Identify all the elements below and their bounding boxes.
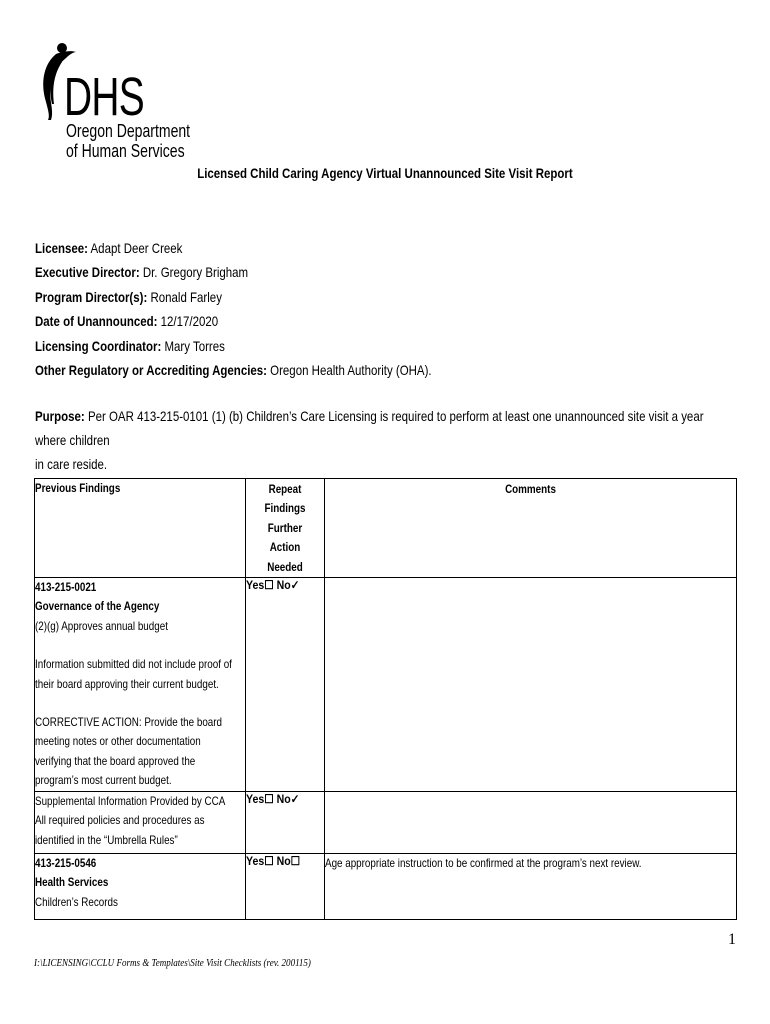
findings-table	[34, 478, 737, 920]
executive-director-line: Executive Director: Dr. Gregory Brigham	[35, 264, 249, 281]
finding-cell: 413-215-0021 Governance of the Agency (2)(g) Approves annual budget Information submitted did not include proof of their board approving their current budget. CORRECTIVE ACTION: Provide the board meeting notes or other documentation verifying that the board approved the program’s most current budget.	[35, 578, 246, 792]
logo-abbrev: DHS	[64, 67, 144, 127]
logo-org-line2: of Human Services	[66, 141, 185, 161]
repeat-yes-no: Yes☐ No✓	[246, 578, 325, 792]
rule-item: (2)(g) Approves annual budget	[35, 618, 168, 633]
report-title: Licensed Child Caring Agency Virtual Unannounced Site Visit Report	[197, 165, 573, 181]
repeat-yes-no: Yes☐ No✓	[246, 791, 325, 853]
finding-cell	[35, 853, 246, 919]
footer-file-path: I:\LICENSING\CCLU Forms & Templates\Site Visit Checklists (rev. 200115)	[34, 957, 311, 969]
page-number: 1	[728, 931, 736, 948]
table-row	[35, 853, 737, 919]
finding-cell: Supplemental Information Provided by CCA All required policies and procedures as identified in the “Umbrella Rules”	[35, 791, 246, 853]
table-row	[35, 791, 737, 853]
logo-org-line1: Oregon Department	[66, 121, 191, 141]
repeat-yes-no: Yes☐ No☐	[246, 853, 325, 919]
header-repeat-findings: Repeat Findings Further Action Needed	[246, 479, 325, 578]
program-director-line: Program Director(s): Ronald Farley	[35, 288, 222, 305]
dhs-logo	[36, 40, 191, 162]
table-header-row	[35, 479, 737, 578]
comment-cell	[325, 578, 737, 792]
rule-section: Health Services	[35, 875, 109, 890]
comment-cell	[325, 791, 737, 853]
rule-number: 413-215-0021	[35, 580, 97, 595]
licensee-info	[35, 236, 735, 382]
rule-section: Governance of the Agency	[35, 599, 160, 614]
date-line: Date of Unannounced: 12/17/2020	[35, 313, 219, 330]
coordinator-line: Licensing Coordinator: Mary Torres	[35, 337, 225, 354]
licensee-line: Licensee: Adapt Deer Creek	[35, 240, 183, 256]
header-previous-findings: Previous Findings	[35, 479, 246, 578]
rule-number: 413-215-0546	[35, 855, 97, 870]
header-comments: Comments	[325, 479, 737, 578]
agencies-line: Other Regulatory or Accrediting Agencies: Oregon Health Authority (OHA).	[35, 361, 432, 378]
comment-cell: Age appropriate instruction to be confirmed at the program’s next review.	[325, 853, 737, 919]
table-row	[35, 578, 737, 792]
rule-item: Children’s Records	[35, 894, 118, 909]
purpose-paragraph: Purpose: Per OAR 413-215-0101 (1) (b) Children’s Care Licensing is required to perform at least one unannounced site visit a year where children in care reside.	[35, 408, 704, 472]
